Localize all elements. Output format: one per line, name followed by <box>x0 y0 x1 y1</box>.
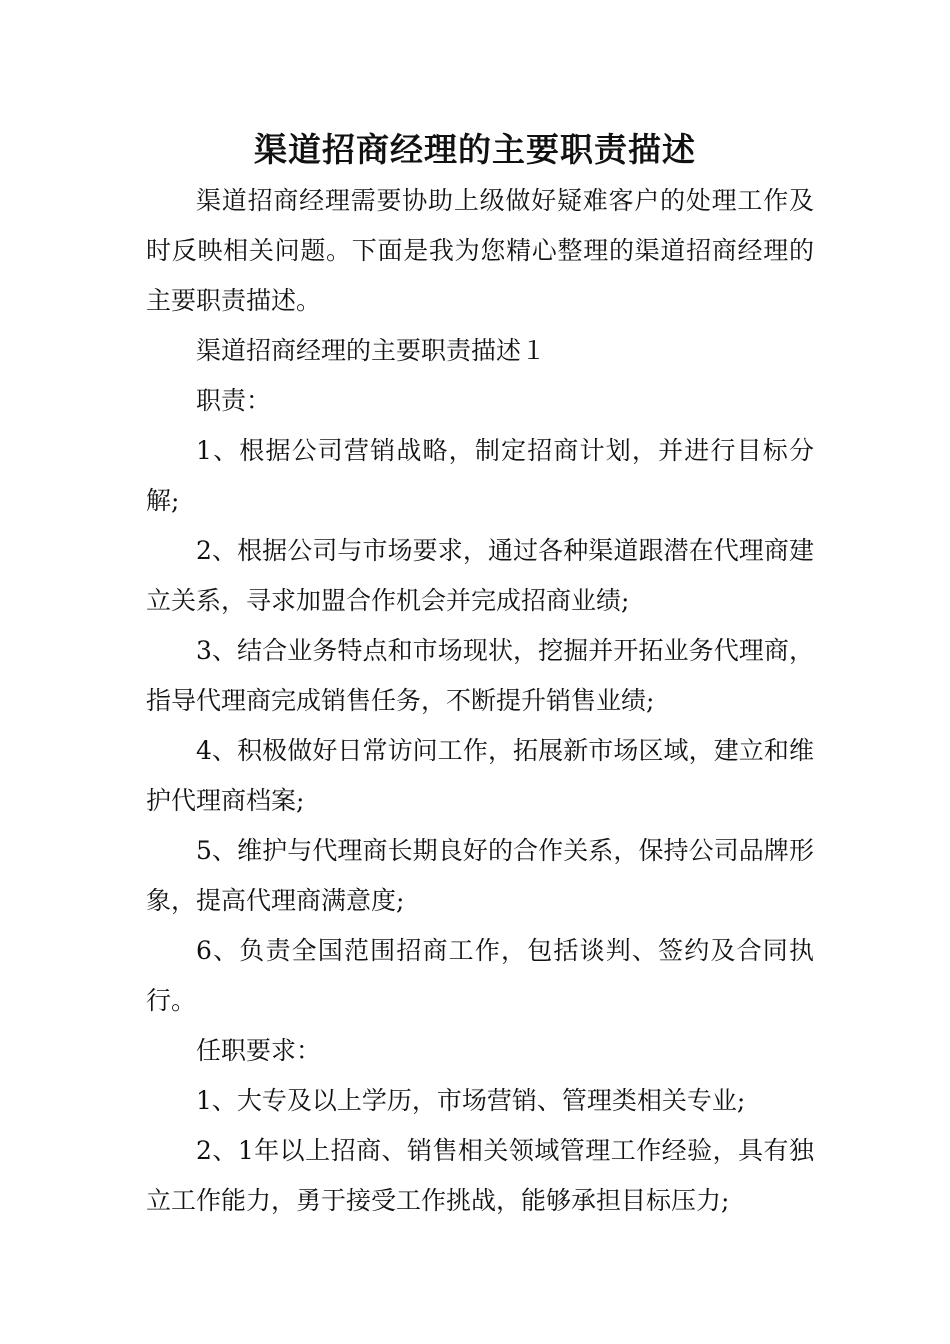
duty-item-3: 3、结合业务特点和市场现状，挖掘并开拓业务代理商，指导代理商完成销售任务，不断提升销售业绩; <box>146 636 814 715</box>
duty-item-6: 6、负责全国范围招商工作，包括谈判、签约及合同执行。 <box>146 936 814 1015</box>
requirements-heading: 任职要求： <box>196 1036 322 1065</box>
duty-item-2: 2、根据公司与市场要求，通过各种渠道跟潜在代理商建立关系，寻求加盟合作机会并完成招商业绩; <box>146 536 814 615</box>
duty-item-4: 4、积极做好日常访问工作，拓展新市场区域，建立和维护代理商档案; <box>146 736 814 815</box>
requirement-item-2: 2、1年以上招商、销售相关领域管理工作经验，具有独立工作能力，勇于接受工作挑战，能够承担目标压力; <box>146 1136 814 1215</box>
intro-paragraph: 渠道招商经理需要协助上级做好疑难客户的处理工作及时反映相关问题。下面是我为您精心整理的渠道招商经理的主要职责描述。 <box>146 186 814 315</box>
duty-item-1: 1、根据公司营销战略，制定招商计划，并进行目标分解; <box>146 436 814 515</box>
duty-item-5: 5、维护与代理商长期良好的合作关系，保持公司品牌形象，提高代理商满意度; <box>146 836 814 915</box>
requirement-item-1: 1、大专及以上学历，市场营销、管理类相关专业; <box>196 1086 746 1115</box>
document-title: 渠道招商经理的主要职责描述 <box>254 130 696 169</box>
document-body <box>146 176 814 1226</box>
duties-heading: 职责： <box>196 386 272 415</box>
section-heading: 渠道招商经理的主要职责描述１ <box>196 336 547 365</box>
